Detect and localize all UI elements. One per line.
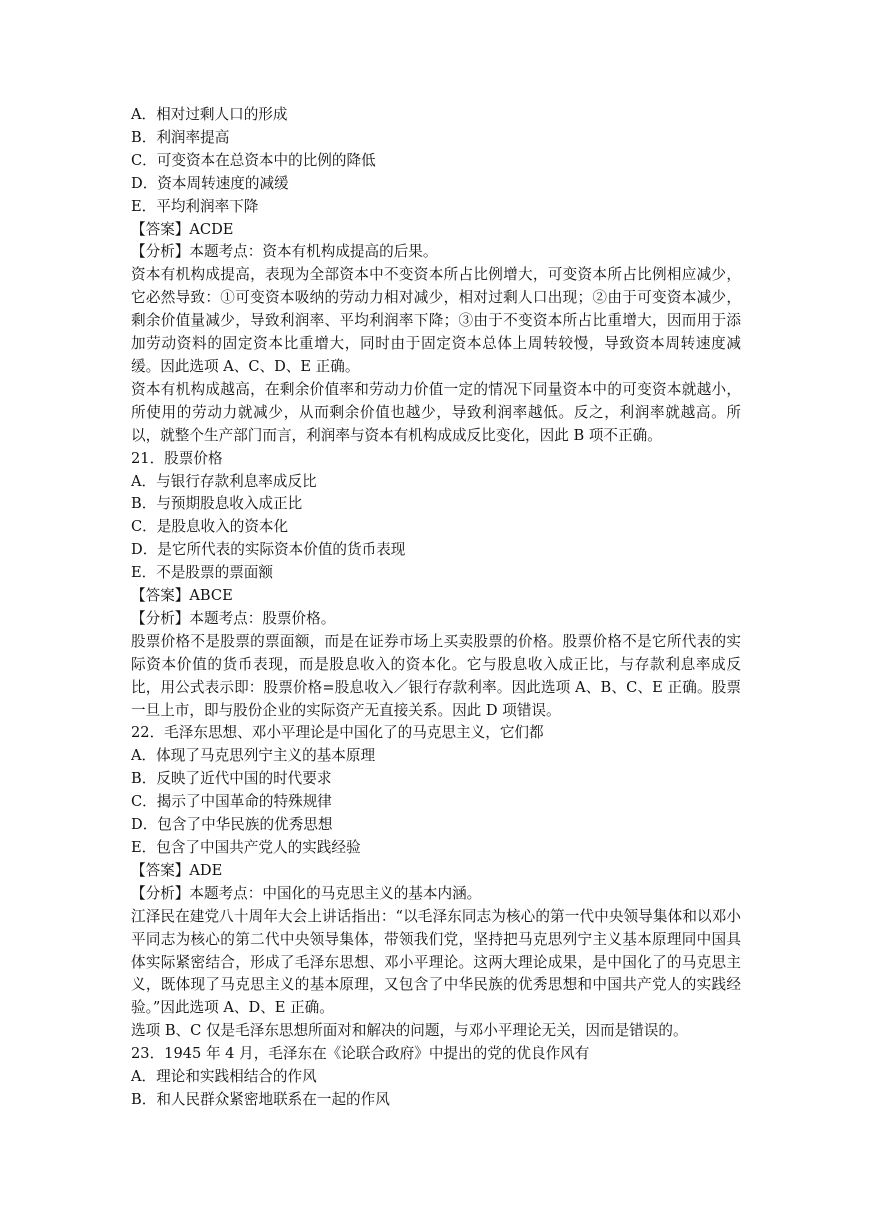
question-23-stem: 23．1945 年 4 月，毛泽东在《论联合政府》中提出的党的优良作风有 (131, 1045, 590, 1063)
analysis-heading: 【分析】本题考点：资本有机构成提高的后果。 (131, 243, 438, 261)
option-a: A．理论和实践相结合的作风 (131, 1068, 317, 1086)
option-a: A．相对过剩人口的形成 (131, 106, 288, 123)
option-a: A．体现了马克思列宁主义的基本原理 (131, 747, 376, 765)
option-d: D．包含了中华民族的优秀思想 (131, 816, 333, 834)
answer: 【答案】ADE (131, 861, 223, 879)
option-c: C．是股息收入的资本化 (131, 518, 289, 536)
option-e: E．包含了中国共产党人的实践经验 (131, 839, 361, 856)
question-21-stem: 21．股票价格 (131, 449, 223, 467)
option-e: E．不是股票的票面额 (131, 564, 273, 582)
option-b: B．反映了近代中国的时代要求 (131, 770, 332, 788)
analysis-heading: 【分析】本题考点：股票价格。 (131, 609, 336, 627)
option-e: E．平均利润率下降 (131, 197, 259, 215)
analysis-paragraph: 选项 B、C 仅是毛泽东思想所面对和解决的问题，与邓小平理论无关，因而是错误的。 (131, 1022, 688, 1040)
option-c: C．可变资本在总资本中的比例的降低 (131, 151, 376, 169)
analysis-paragraph: 资本有机构成越高，在剩余价值率和劳动力价值一定的情况下同量资本中的可变资本就越小，所使用的劳动力就减少，从而剩余价值也越少，导致利润率越低。反之，利润率就越高。所以，就整个生产部门而言，利润率与资本有机构成成反比变化，因此 B 项不正确。 (131, 380, 741, 444)
option-d: D．资本周转速度的减缓 (131, 174, 289, 192)
option-b: B．和人民群众紧密地联系在一起的作风 (131, 1090, 390, 1108)
option-d: D．是它所代表的实际资本价值的货币表现 (131, 541, 406, 559)
analysis-paragraph: 资本有机构成提高，表现为全部资本中不变资本所占比例增大，可变资本所占比例相应减少，它必然导致：①可变资本吸纳的劳动力相对减少，相对过剩人口出现；②由于可变资本减少，剩余价值量减少，导致利润率、平均利润率下降；③由于不变资本所占比重增大，因而用于添加劳动资料的固定资本比重增大，同时由于固定资本总体上周转较慢，导致资本周转速度减缓。因此选项 A、C、D、E 正确。 (131, 266, 741, 375)
answer: 【答案】ACDE (131, 220, 234, 238)
question-22-stem: 22．毛泽东思想、邓小平理论是中国化了的马克思主义，它们都 (131, 724, 544, 742)
answer: 【答案】ABCE (131, 587, 233, 605)
option-a: A．与银行存款利息率成反比 (131, 472, 317, 490)
option-b: B．与预期股息收入成正比 (131, 495, 303, 513)
analysis-heading: 【分析】本题考点：中国化的马克思主义的基本内涵。 (131, 884, 482, 902)
option-b: B．利润率提高 (131, 128, 230, 146)
option-c: C．揭示了中国革命的特殊规律 (131, 793, 332, 811)
analysis-paragraph: 江泽民在建党八十周年大会上讲话指出：“以毛泽东同志为核心的第一代中央领导集体和以邓小平同志为核心的第二代中央领导集体，带领我们党，坚持把马克思列宁主义基本原理同中国具体实际紧密结合，形成了毛泽东思想、邓小平理论。这两大理论成果，是中国化了的马克思主义，既体现了马克思主义的基本原理，又包含了中华民族的优秀思想和中国共产党人的实践经验。”因此选项 A、D、E 正确。 (131, 907, 741, 1017)
analysis-paragraph: 股票价格不是股票的票面额，而是在证券市场上买卖股票的价格。股票价格不是它所代表的实际资本价值的货币表现，而是股息收入的资本化。它与股息收入成正比，与存款利息率成反比，用公式表示即：股票价格=股息收入／银行存款利率。因此选项 A、B、C、E 正确。股票一旦上市，即与股份企业的实际资产无直接关系。因此 D 项错误。 (131, 632, 741, 719)
document-body (131, 104, 741, 1112)
